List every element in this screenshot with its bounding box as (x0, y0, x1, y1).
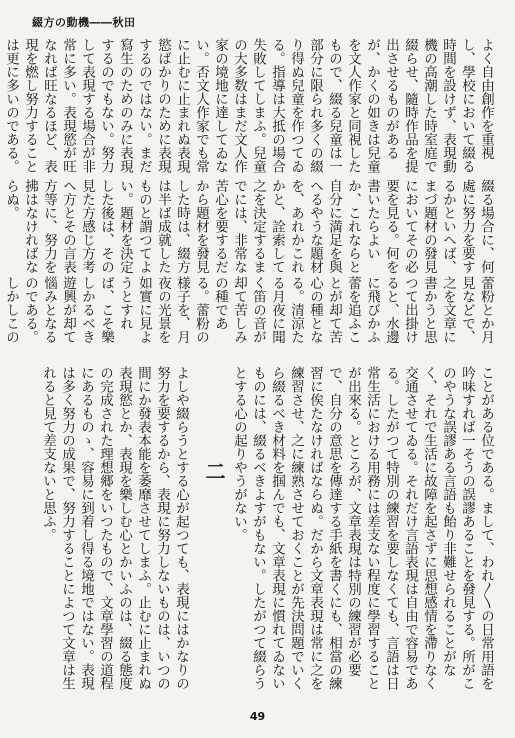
paragraph: よしや綴らうとする心が起つても、表現にはかなりの努力を要するから、表現に努力しないものは、いつの間にか發表本能を萎靡させてしまふ。止むに止まれぬ表現慾とか、表現を樂しむ心とかいふのは、綴る態度の完成された理想郷をいつたもので、文章學習の道程にあるものゝ、容易に到着し得る境地ではない。表現は多く努力の成果で、努力することによつて文章は生れると見て差支ないと思ふ。 (40, 366, 189, 690)
page-number: 49 (249, 710, 266, 723)
section-number: 二 (202, 461, 226, 481)
paragraph: よく自由創作を重視し、學校において綴る時間を設けず、表現動機の高潮した時室庭で綴らせ、隨時作品を提出させるものがあるが、かくの如きは兒童を文人作家と同視したもので、綴る兒童は一部分に限られ多くの綴り得ぬ兒童を作つてゐる。指導は大抵の場合失敗してしまふ。兒童の大多数はまだ文人作家の境地に達してゐない。否文人作家でも常に止むに止まれぬ表現慾ばかりのために表現するのではない。まだ寫生のためのみに表現するのでもない。努力して表現する場合が非常に多い。表現慾が旺なれば旺なるほど、表現を燃し努力することは更に多いのである。 (3, 38, 494, 173)
lower-text-block (17, 366, 495, 694)
paragraph: ことがある位である。まして、われ〳〵の日常用語を吟味すれば一そうの誤謬あることを發見する。所がこのやうな誤謬ある言語も飴り非難せられることがなく、それで生活に故障を起さずに思想感情を滯りなく交通させてゐる。それだけ言語表現は自由で容易である。したがつて特別の練習を要しなくても、言語は日常生活における用務には差支ない程度に學習することが出來る。ところが、文章表現は特別の練習が必要で、自分の意思を傳達する手紙を書くにも、相當の練習に俟たなければならぬ。だから文章表現は常に之を練習させ、之に練熟させておくことが先決問題でいくら綴るべき材料を掴んでも、文章表現に慣れてゐないものには、綴るべきよすがもない。したがつて綴らうとする心の起りやうがない。 (231, 366, 494, 690)
paragraph: 綴る場合に、何處に努力を要するかといへば、まづ題材の發見においてその必要を見る。何を書いたらよいか、これならと自分に満足を與へるやうな題材を、あれかこれかと、詮索して之を決定するまでには、非常な苦心を要するだから題材を發見した時は、綴方は半ば成就したものと謂つてよい。題材を決定した後は、その見た方感じ方考へ方とその言表方等に、努力を拂はなければならぬ。 (3, 179, 494, 274)
running-header: 綴方の動機――秋田 (32, 16, 136, 29)
section-heading (202, 366, 226, 694)
paragraph: 蕾粉とか月見などで、之を文章に書かうと思つて出掛けると、水邊に飛びかふ蕾を追ふことが却て苦心の種となる。清涼たる月夜に聞く笛の音が却て苦しみの種である。蕾粉の様子を、月夜の光景を如實に見ようとすれば、こそ樂しかるべき遊興が却て惱みとなるのである。しかしこの (3, 275, 494, 344)
upper-text-block (3, 38, 495, 346)
